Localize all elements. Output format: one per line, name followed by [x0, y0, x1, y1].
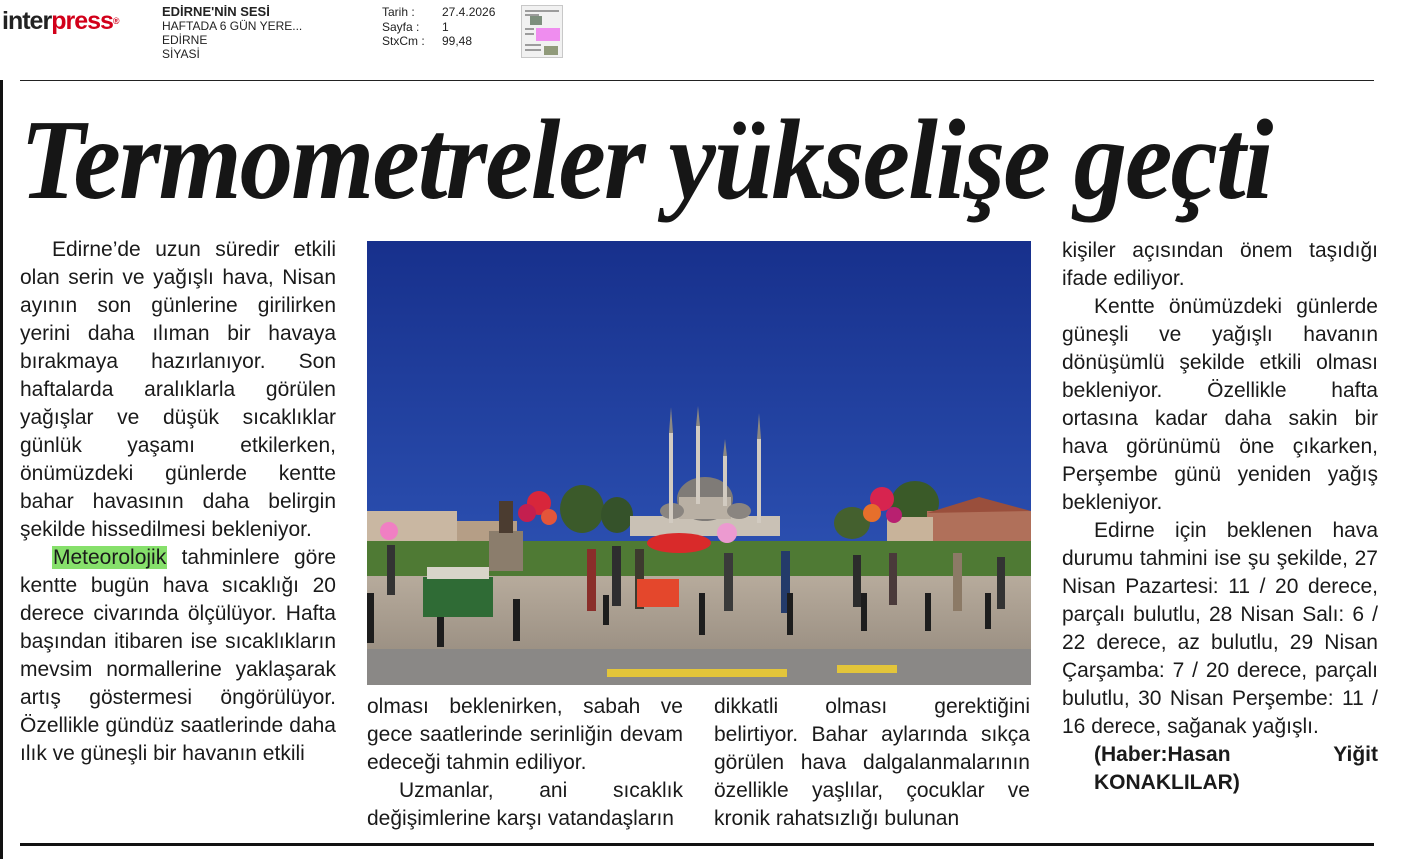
size-value: 99,48 — [442, 34, 473, 48]
paragraph-night-temperatures: olması beklenirken, sabah ve gece saatlerinde serinliğin devam edeceği tahmin ediliyor. — [367, 695, 683, 774]
page-value: 1 — [442, 19, 449, 34]
publication-info — [162, 5, 302, 61]
article-column-left — [20, 236, 336, 768]
article-column-middle-1 — [367, 693, 683, 833]
left-margin-rule — [0, 80, 3, 859]
highlighted-keyword: Meteorolojik — [53, 546, 167, 569]
paragraph-risk-groups: kişiler açısından önem taşıdığı ifade ediliyor. — [1062, 239, 1378, 290]
page-thumbnail[interactable] — [521, 5, 563, 58]
logo-registered-mark: ® — [112, 16, 120, 26]
paragraph-daily-forecast: Edirne için beklenen hava durumu tahmini ise şu şekilde, 27 Nisan Pazartesi: 11 / 20 derece, parçalı bulutlu, 28 Nisan Salı: 6 / 22 derece, az bulutlu, 29 Nisan Çarşamba: 7 / 20 derece, parçalı bulutlu, 30 Nisan Perşembe: 11 / 16 derece, sağanak yağışlı. — [1062, 519, 1378, 738]
article-byline: (Haber:Hasan Yiğit KONAKLILAR) — [1094, 743, 1378, 794]
clipping-meta — [382, 5, 495, 49]
paragraph-caution: dikkatli olması gerektiğini belirtiyor. Bahar aylarında sıkça görülen hava dalgalanmalarının özellikle yaşlılar, çocuklar ve kronik rahatsızlığı bulunan — [714, 695, 1030, 830]
paragraph-outlook: Kentte önümüzdeki günlerde güneşli ve yağışlı havanın dönüşümlü şekilde etkili olması bekleniyor. Özellikle hafta ortasına kadar daha sakin bir hava görünümü öne çıkarken, Perşembe günü yeniden yağış bekleniyor. — [1062, 295, 1378, 514]
paragraph-forecast — [20, 544, 336, 768]
publication-frequency: HAFTADA 6 GÜN YERE... — [162, 19, 303, 33]
date-value: 27.4.2026 — [442, 5, 496, 19]
article-photo — [367, 241, 1031, 685]
article-headline: Termometreler yükselişe geçti — [20, 96, 1272, 223]
publication-name: EDİRNE'NİN SESİ — [162, 4, 270, 19]
publication-category: SİYASİ — [162, 47, 200, 61]
size-label: StxCm : — [382, 34, 425, 48]
logo-part-inter: inter — [2, 7, 52, 35]
bottom-divider — [20, 843, 1374, 846]
article-column-middle-2 — [714, 693, 1030, 833]
paragraph-intro: Edirne’de uzun süredir etkili olan serin ve yağışlı hava, Nisan ayının son günlerine girilirken yerini daha ılıman bir havaya bırakmaya hazırlanıyor. Son haftalarda aralıklarla görülen yağışlar ve düşük sıcaklıklar günlük yaşamı etkilerken, önümüzdeki günlerde kentte bahar havasının daha belirgin şekilde hissedilmesi bekleniyor. — [20, 238, 336, 541]
logo-part-press: press — [51, 7, 113, 35]
publication-city: EDİRNE — [162, 33, 208, 47]
paragraph-forecast-text: tahminlere göre kentte bugün hava sıcaklığı 20 derece civarında ölçülüyor. Hafta başından itibaren ise sıcaklıkların mevsim normallerine yaklaşarak artış göstermesi öngörülüyor. Özellikle gündüz saatlerinde daha ılık ve güneşli bir havanın etkili — [20, 546, 336, 765]
paragraph-experts: Uzmanlar, ani sıcaklık değişimlerine karşı vatandaşların — [367, 779, 683, 830]
thumbnail-highlight — [536, 28, 560, 41]
top-divider — [20, 80, 1374, 81]
page-label: Sayfa : — [382, 19, 420, 34]
date-label: Tarih : — [382, 5, 415, 19]
interpress-logo — [2, 6, 120, 36]
article-column-right — [1062, 237, 1378, 797]
